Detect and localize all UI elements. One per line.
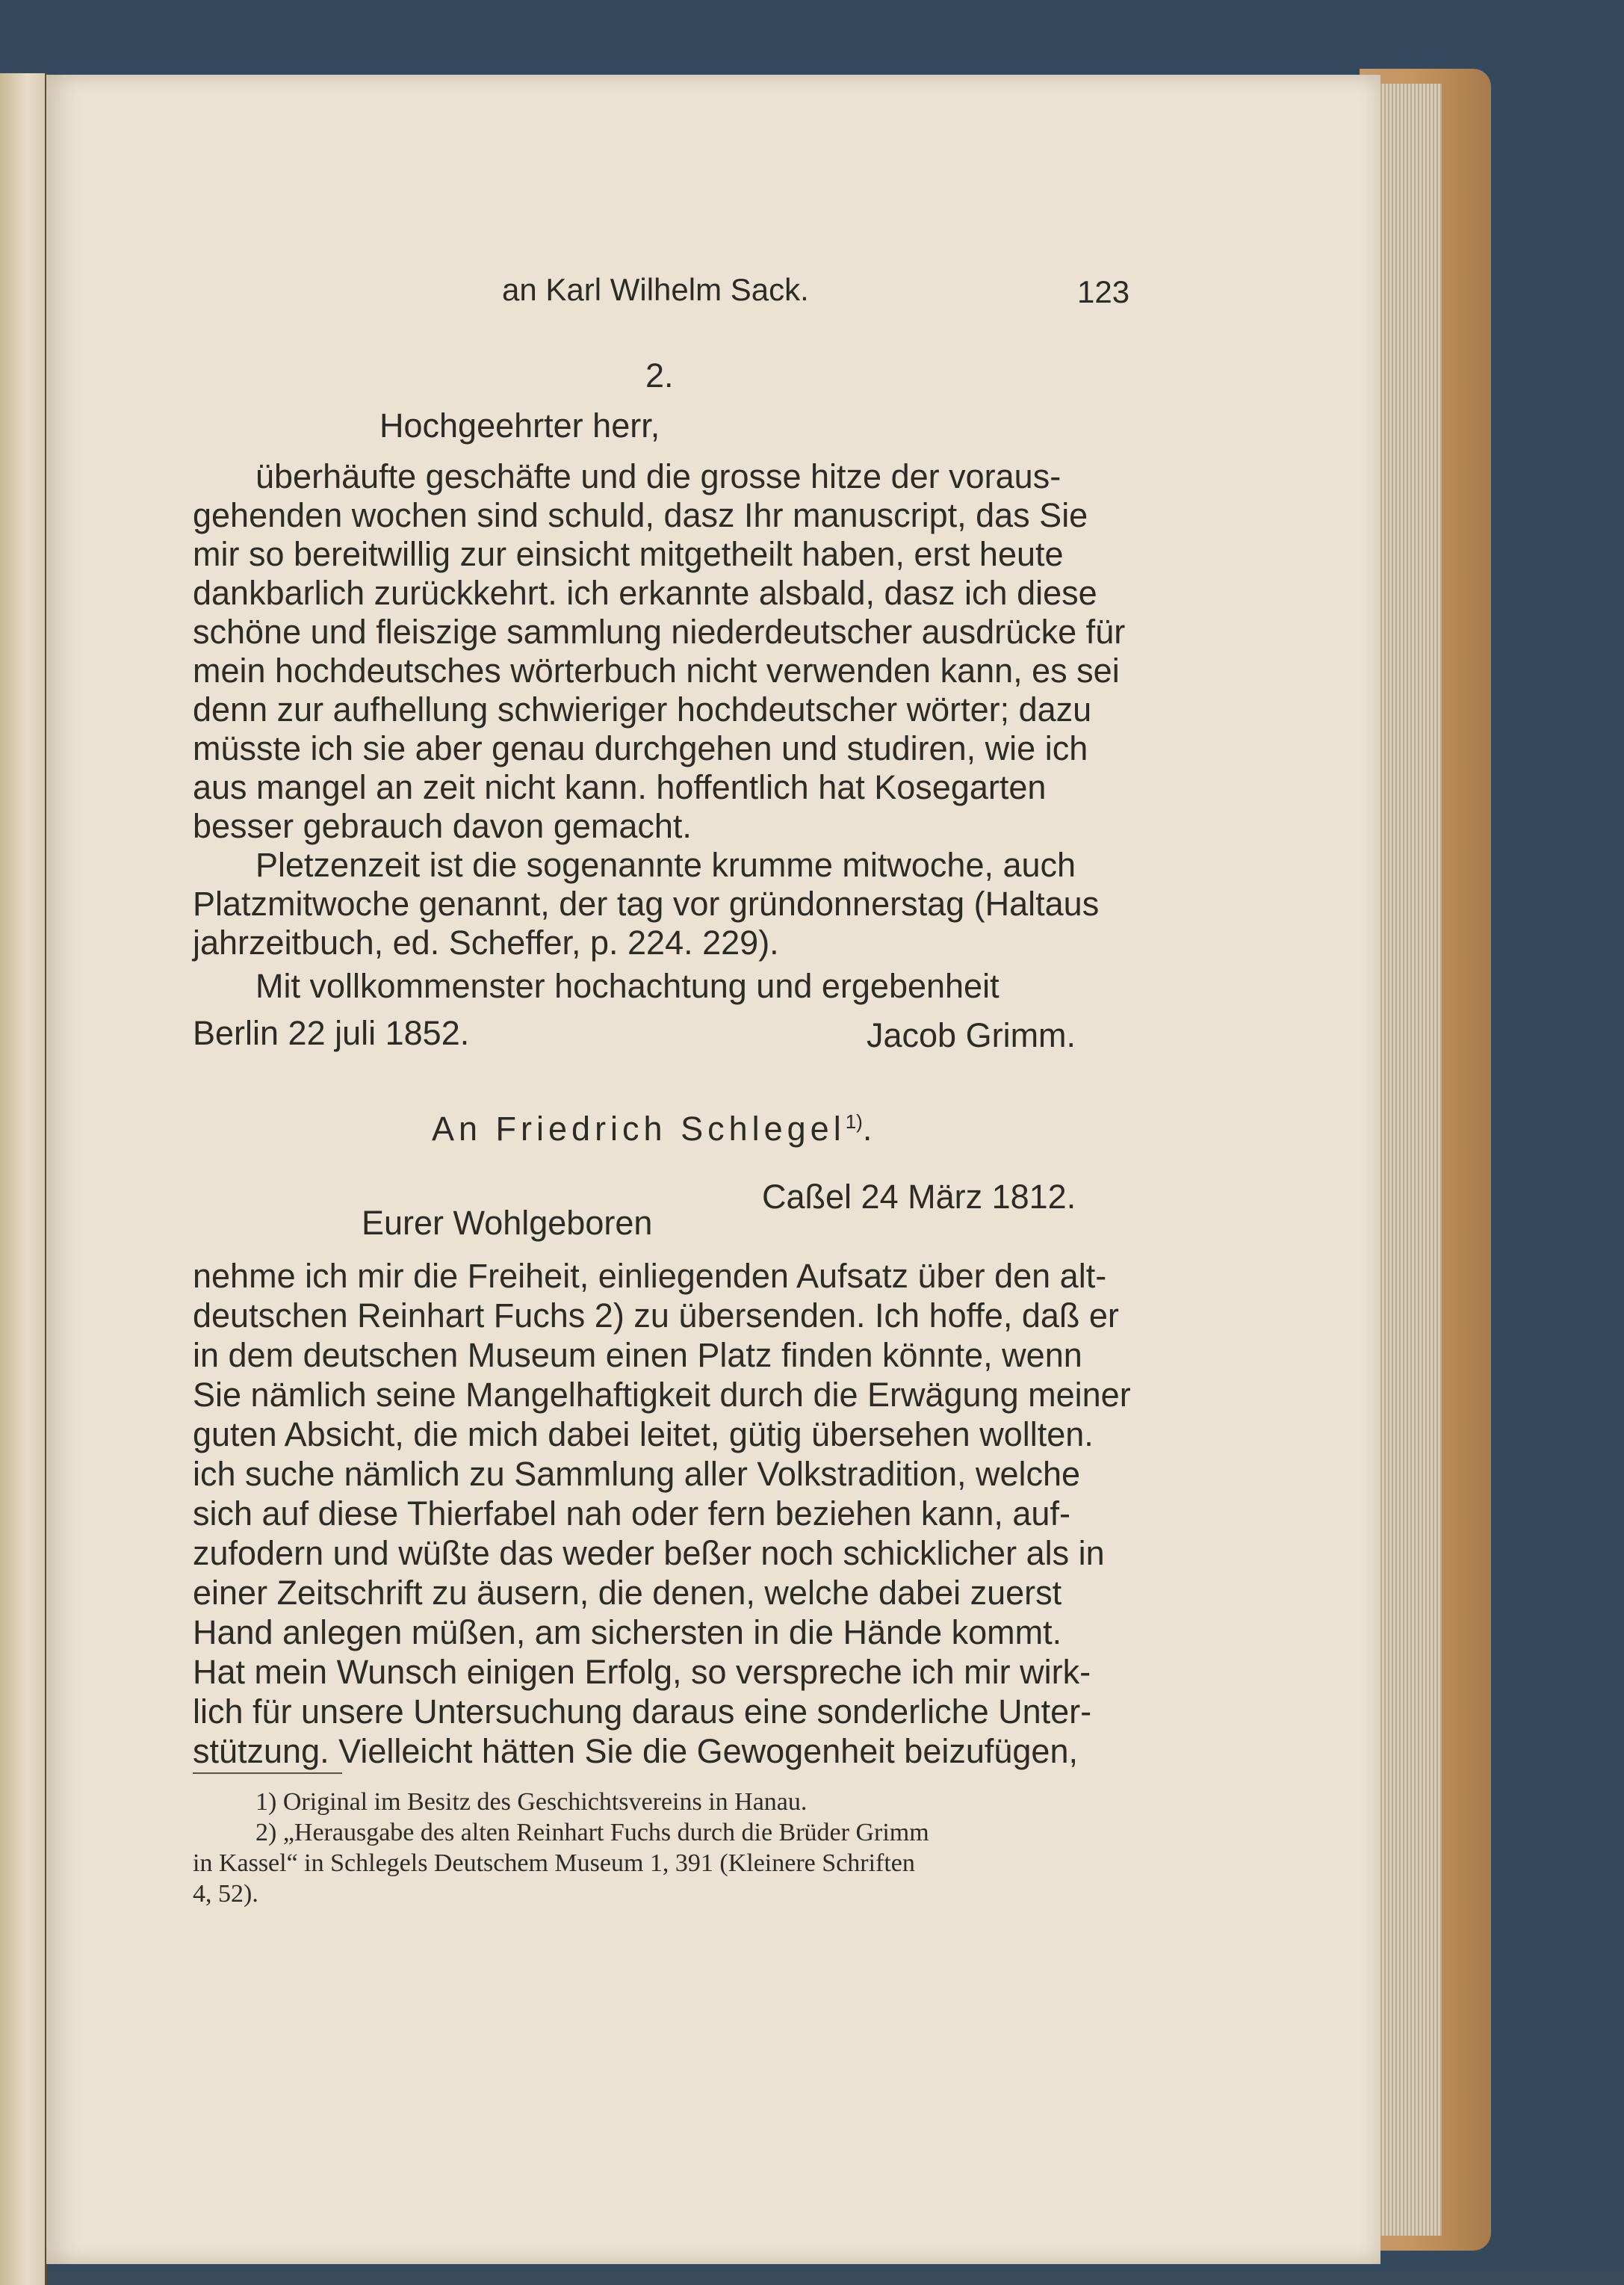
text-line: Hat mein Wunsch einigen Erfolg, so verspreche ich mir wirk-: [193, 1653, 1091, 1691]
text-line: schöne und fleiszige sammlung niederdeutscher ausdrücke für: [193, 613, 1126, 651]
footnote: 2) „Herausgabe des alten Reinhart Fuchs durch die Brüder Grimm: [255, 1819, 929, 1846]
place-date: Berlin 22 juli 1852.: [193, 1014, 470, 1052]
text-line: guten Absicht, die mich dabei leitet, gütig übersehen wollten.: [193, 1415, 1094, 1453]
text-line: lich für unsere Untersuchung daraus eine sonderliche Unter-: [193, 1692, 1092, 1731]
text-line: gehenden wochen sind schuld, dasz Ihr manuscript, das Sie: [193, 496, 1088, 534]
text-line: Platzmitwoche genannt, der tag vor gründonnerstag (Haltaus: [193, 885, 1100, 923]
signature: Jacob Grimm.: [867, 1016, 1076, 1054]
text-line: dankbarlich zurückkehrt. ich erkannte alsbald, dasz ich diese: [193, 574, 1097, 612]
text-line: überhäufte geschäfte und die grosse hitze der voraus-: [255, 457, 1062, 495]
footnote: in Kassel“ in Schlegels Deutschem Museum 1, 391 (Kleinere Schriften: [193, 1849, 915, 1877]
text-line: sich auf diese Thierfabel nah oder fern beziehen kann, auf-: [193, 1494, 1070, 1533]
text-line: einer Zeitschrift zu äusern, die denen, welche dabei zuerst: [193, 1574, 1062, 1612]
book-page: [46, 75, 1380, 2264]
running-head-title: an Karl Wilhelm Sack.: [502, 272, 809, 307]
letter-heading-period: .: [862, 1110, 877, 1148]
text-line: in dem deutschen Museum einen Platz finden könnte, wenn: [193, 1336, 1082, 1374]
text-line: deutschen Reinhart Fuchs 2) zu übersenden. Ich hoffe, daß er: [193, 1296, 1119, 1335]
text-line: müsste ich sie aber genau durchgehen und studiren, wie ich: [193, 729, 1088, 767]
place-date: Caßel 24 März 1812.: [762, 1178, 1076, 1216]
text-line: aus mangel an zeit nicht kann. hoffentlich hat Kosegarten: [193, 768, 1047, 806]
salutation: Hochgeehrter herr,: [379, 406, 660, 445]
text-line: mein hochdeutsches wörterbuch nicht verwenden kann, es sei: [193, 652, 1120, 690]
text-line: ich suche nämlich zu Sammlung aller Volkstradition, welche: [193, 1455, 1081, 1493]
footnote: 1) Original im Besitz des Geschichtsvereins in Hanau.: [255, 1788, 808, 1816]
letter-heading: [432, 1110, 877, 1148]
salutation: Eurer Wohlgeboren: [362, 1204, 653, 1242]
text-line: zufodern und wüßte das weder beßer noch schicklicher als in: [193, 1534, 1105, 1572]
letter-number: 2.: [645, 356, 674, 395]
footnote: 4, 52).: [193, 1880, 258, 1908]
text-line: Hand anlegen müßen, am sichersten in die Hände kommt.: [193, 1613, 1062, 1651]
text-line: Pletzenzeit ist die sogenannte krumme mitwoche, auch: [255, 846, 1076, 884]
footnote-marker: 1): [845, 1110, 863, 1133]
letter-heading-text: An Friedrich Schlegel: [432, 1110, 846, 1148]
text-line: besser gebrauch davon gemacht.: [193, 807, 692, 845]
text-line: denn zur aufhellung schwieriger hochdeutscher wörter; dazu: [193, 690, 1092, 729]
text-line: jahrzeitbuch, ed. Scheffer, p. 224. 229).: [193, 924, 779, 962]
page-number: 123: [1077, 274, 1130, 309]
text-line: mir so bereitwillig zur einsicht mitgetheilt haben, erst heute: [193, 535, 1064, 573]
footnote-rule: [193, 1772, 342, 1774]
text-line: Sie nämlich seine Mangelhaftigkeit durch die Erwägung meiner: [193, 1376, 1131, 1414]
text-line: stützung. Vielleicht hätten Sie die Gewogenheit beizufügen,: [193, 1732, 1078, 1770]
closing: Mit vollkommenster hochachtung und ergebenheit: [255, 967, 999, 1005]
text-line: nehme ich mir die Freiheit, einliegenden Aufsatz über den alt-: [193, 1257, 1107, 1295]
facing-page-edge: [0, 73, 47, 2285]
